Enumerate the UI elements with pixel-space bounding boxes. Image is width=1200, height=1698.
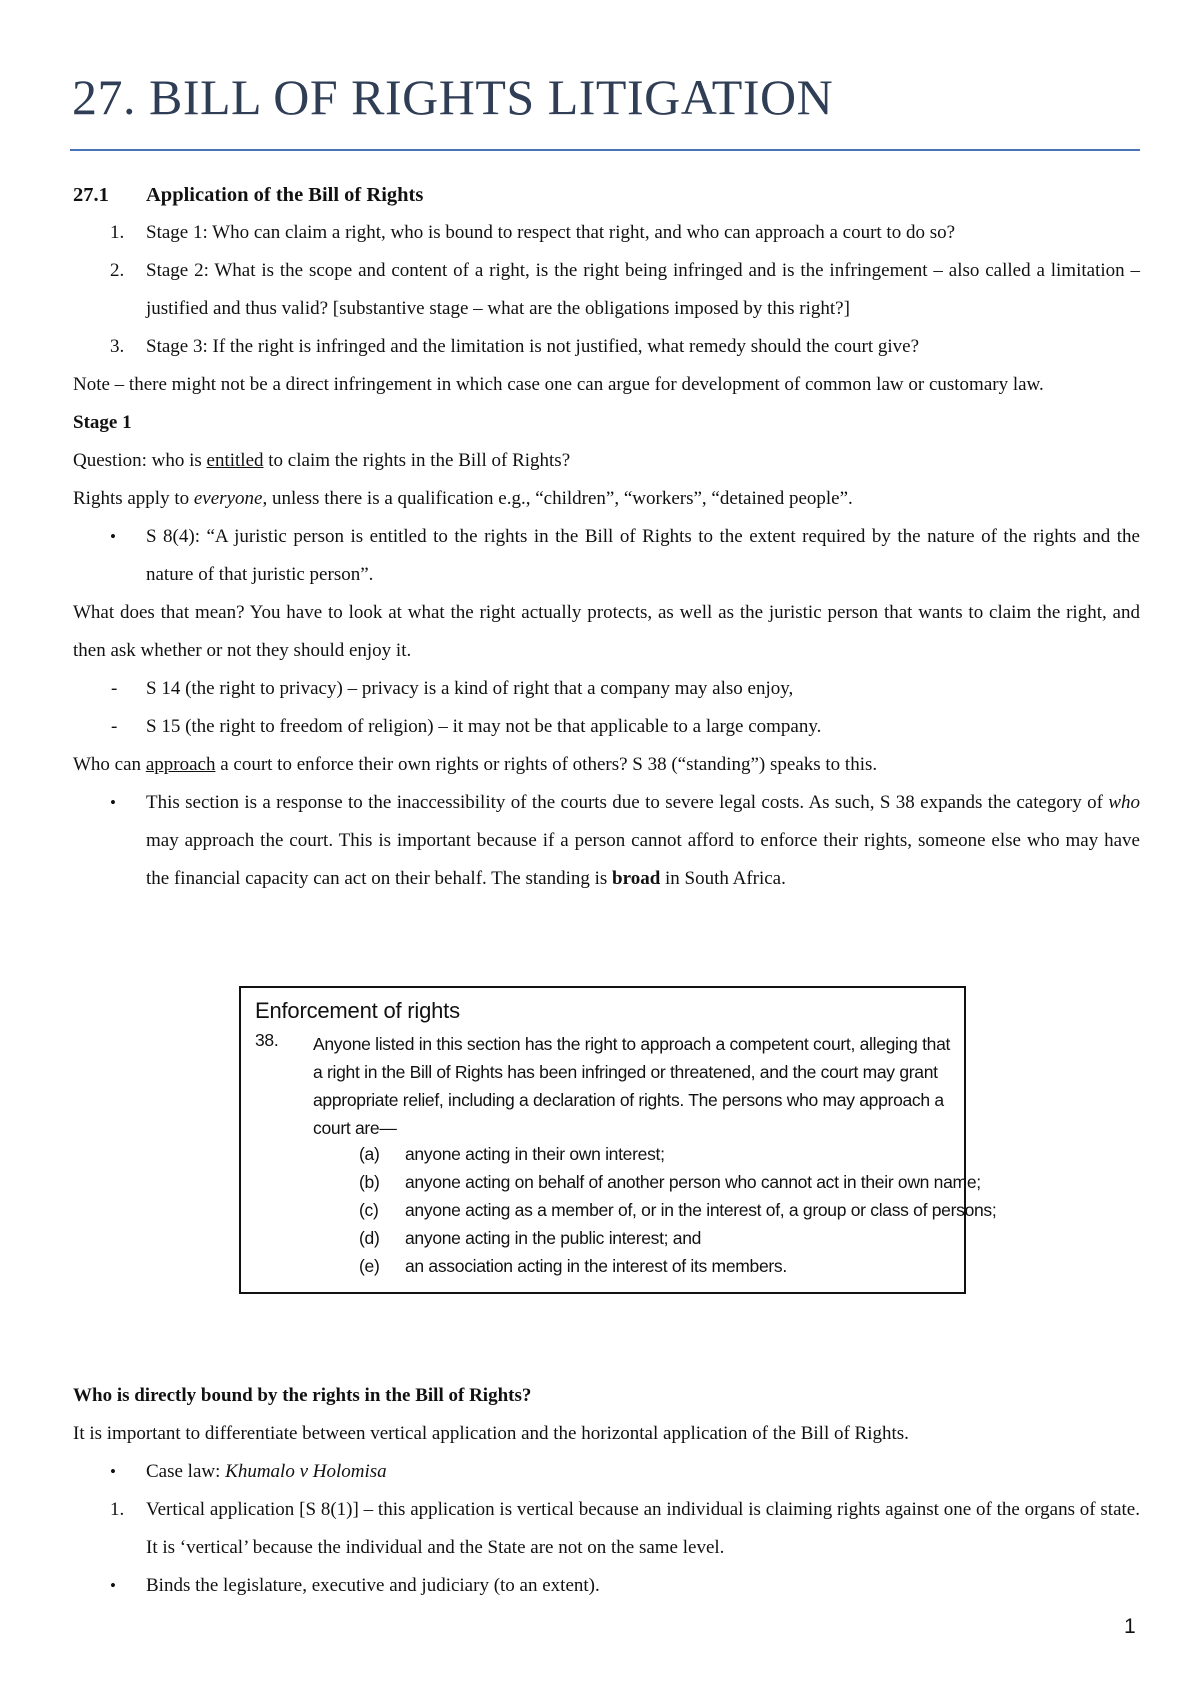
quote-item-label: (c)	[359, 1200, 379, 1220]
list-item-vertical-application	[73, 1491, 1140, 1567]
list-item-text: Stage 2: What is the scope and content of a right, is the right being infringed and is the infringement – also called a limitation – justified and thus valid? [substantive stage – what are the obligations imposed by this right?]	[146, 260, 1140, 319]
text-run: This section is a response to the inaccessibility of the courts due to severe legal costs. As such, S 38 expands the category of	[146, 792, 1109, 813]
italic-word-who: who	[1108, 792, 1140, 813]
italic-word-everyone: everyone	[193, 488, 263, 509]
bullet-text: S 8(4): “A juristic person is entitled to the rights in the Bill of Rights to the extent required by the nature of the rights and the nature of that juristic person”.	[146, 526, 1140, 585]
bullet-marker: •	[110, 793, 116, 812]
bullet-item-s84	[73, 518, 1140, 594]
quote-item	[359, 1224, 996, 1252]
text-run: Who can	[73, 754, 146, 775]
underlined-word-entitled: entitled	[206, 450, 264, 471]
bound-section	[73, 1377, 1140, 1605]
quote-item	[359, 1168, 996, 1196]
quote-item	[359, 1252, 996, 1280]
quote-item	[359, 1196, 996, 1224]
quote-items-list	[359, 1140, 996, 1280]
dash-item-s15	[73, 708, 1140, 746]
quote-item-label: (b)	[359, 1172, 380, 1192]
dash-marker: -	[111, 678, 118, 699]
underlined-word-approach: approach	[145, 754, 216, 775]
bullet-item-case-law	[73, 1453, 1140, 1491]
text-run: , unless there is a qualification e.g., “children”, “workers”, “detained people”.	[262, 488, 853, 509]
bullet-marker: •	[110, 527, 116, 546]
list-item-stage-2	[73, 252, 1140, 328]
list-item-stage-3	[73, 328, 1140, 366]
quote-item-text: anyone acting on behalf of another person who cannot act in their own name;	[405, 1172, 981, 1192]
quote-item-label: (a)	[359, 1144, 380, 1164]
text-run: Question: who is	[73, 450, 207, 471]
list-marker: 2.	[110, 260, 125, 281]
dash-text: S 15 (the right to freedom of religion) – it may not be that applicable to a large company.	[146, 716, 822, 737]
list-item-text: Stage 3: If the right is infringed and the limitation is not justified, what remedy should the court give?	[146, 336, 920, 357]
quote-item-text: anyone acting in the public interest; and	[405, 1228, 702, 1248]
page-title: 27. BILL OF RIGHTS LITIGATION	[72, 69, 834, 125]
dash-item-s14	[73, 670, 1140, 708]
bold-word-broad: broad	[612, 868, 661, 889]
text-run: to claim the rights in the Bill of Rights?	[263, 450, 571, 471]
bullet-item-binds	[73, 1567, 1140, 1605]
case-name: Khumalo v Holomisa	[225, 1461, 387, 1482]
list-item-text: Vertical application [S 8(1)] – this application is vertical because an individual is claiming rights against one of the organs of state. It is ‘vertical’ because the individual and the State are not on the same level.	[146, 1499, 1140, 1558]
quote-item-label: (e)	[359, 1256, 380, 1276]
entitled-question	[73, 442, 1140, 480]
text-run: a court to enforce their own rights or rights of others? S 38 (“standing”) speaks to this.	[215, 754, 878, 775]
dash-text: S 14 (the right to privacy) – privacy is a kind of right that a company may also enjoy,	[146, 678, 794, 699]
quote-item-text: anyone acting as a member of, or in the interest of, a group or class of persons;	[405, 1200, 997, 1220]
list-item-stage-1	[73, 214, 1140, 252]
title-underline-divider	[70, 149, 1140, 151]
note-paragraph: Note – there might not be a direct infringement in which case one can argue for development of common law or customary law.	[73, 374, 1044, 395]
text-run: Rights apply to	[73, 488, 194, 509]
text-run: in South Africa.	[660, 868, 786, 889]
list-marker: 1.	[110, 222, 125, 243]
quote-section-number: 38.	[255, 1030, 279, 1050]
bullet-item-response	[73, 784, 1140, 898]
quote-body: Anyone listed in this section has the right to approach a competent court, alleging that a right in the Bill of Rights has been infringed or threatened, and the court may grant appropriate relief, including a declaration of rights. The persons who may approach a court are—	[313, 1034, 951, 1138]
section-number: 27.1	[73, 184, 109, 206]
text-run: may approach the court. This is important because if a person cannot afford to enforce their rights, someone else who may have the financial capacity can act on their behalf. The standing is	[146, 830, 1140, 889]
bound-heading: Who is directly bound by the rights in the Bill of Rights?	[73, 1385, 532, 1406]
quote-item-label: (d)	[359, 1228, 380, 1248]
text-run: Case law:	[146, 1461, 226, 1482]
dash-marker: -	[111, 716, 118, 737]
quote-item-text: an association acting in the interest of its members.	[405, 1256, 787, 1276]
main-content	[73, 176, 1140, 898]
list-marker: 1.	[110, 1499, 125, 1520]
bullet-marker: •	[110, 1576, 116, 1595]
section-title: Application of the Bill of Rights	[146, 184, 424, 206]
bullet-text: Binds the legislature, executive and judiciary (to an extent).	[146, 1575, 600, 1596]
list-marker: 3.	[110, 336, 125, 357]
stage1-heading: Stage 1	[73, 412, 132, 433]
stages-list	[73, 214, 1140, 366]
quote-item-text: anyone acting in their own interest;	[405, 1144, 665, 1164]
bullet-marker: •	[110, 1462, 116, 1481]
bound-intro: It is important to differentiate between vertical application and the horizontal application of the Bill of Rights.	[73, 1423, 909, 1444]
section-heading	[73, 176, 1140, 214]
meaning-paragraph: What does that mean? You have to look at what the right actually protects, as well as the juristic person that wants to claim the right, and then ask whether or not they should enjoy it.	[73, 602, 1140, 661]
page-number: 1	[1124, 1615, 1136, 1638]
rights-apply-paragraph	[73, 480, 1140, 518]
quote-title: Enforcement of rights	[255, 998, 460, 1023]
approach-paragraph	[73, 746, 1140, 784]
quote-item	[359, 1140, 996, 1168]
section-38-quote-box	[239, 986, 997, 1294]
list-item-text: Stage 1: Who can claim a right, who is bound to respect that right, and who can approach a court to do so?	[146, 222, 956, 243]
